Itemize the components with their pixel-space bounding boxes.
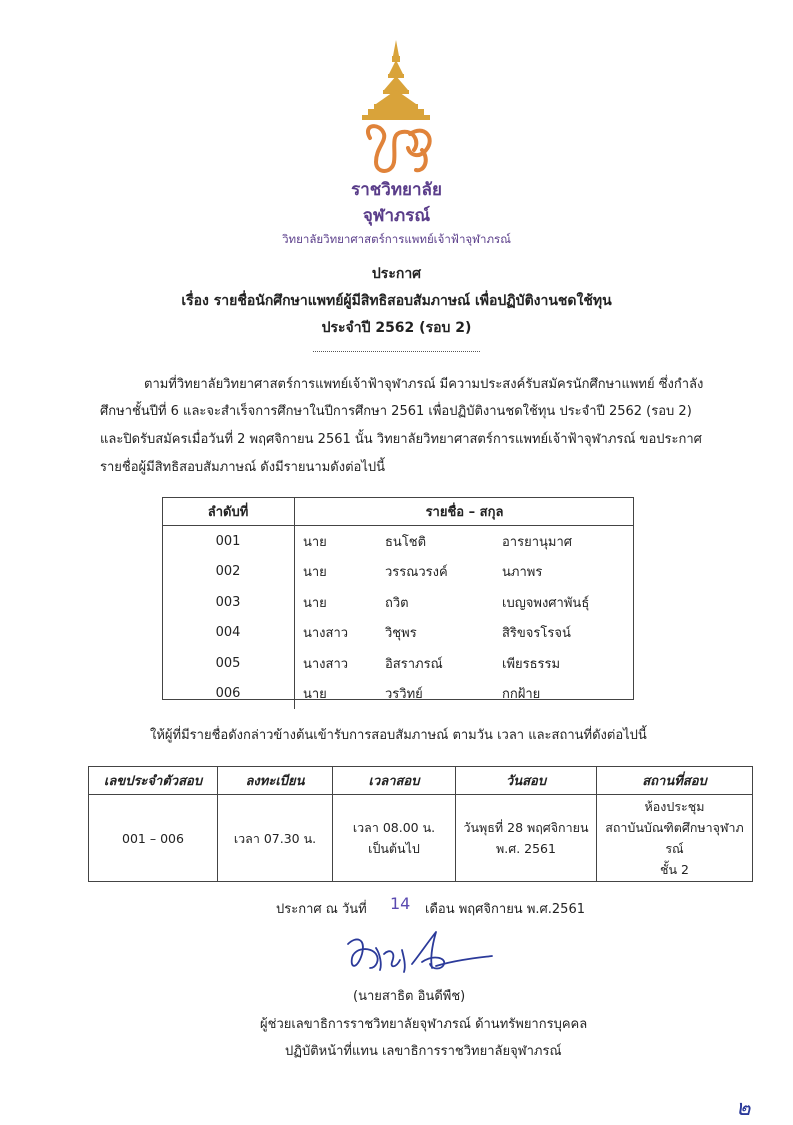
signatory-position-line1: ผู้ช่วยเลขาธิการราชวิทยาลัยจุฬาภรณ์ ด้านทรัพยากรบุคคล — [260, 1017, 588, 1032]
intro-line-3: และปิดรับสมัครเมื่อวันที่ 2 พฤศจิกายน 2561 นั้น วิทยาลัยวิทยาศาสตร์การแพทย์เจ้าฟ้าจุฬาภรณ์ ขอประกาศ — [100, 432, 702, 447]
intro-line-4: รายชื่อผู้มีสิทธิสอบสัมภาษณ์ ดังมีรายนามดังต่อไปนี้ — [100, 460, 386, 475]
signatory-position-line2: ปฏิบัติหน้าที่แทน เลขาธิการราชวิทยาลัยจุฬาภรณ์ — [285, 1044, 562, 1059]
candidate-number: 001 — [162, 526, 295, 557]
candidate-title: นางสาว — [303, 656, 349, 672]
schedule-date — [456, 795, 597, 882]
candidate-number: 004 — [162, 618, 295, 649]
institution-subname: วิทยาลัยวิทยาศาสตร์การแพทย์เจ้าฟ้าจุฬาภรณ์ — [282, 232, 511, 246]
institution-name-line1: ราชวิทยาลัย — [351, 180, 442, 200]
dotted-divider — [313, 351, 480, 352]
candidate-last-name: กกฝ้าย — [502, 687, 541, 703]
schedule-time-line1: เวลา 08.00 น. — [352, 820, 436, 835]
candidate-last-name: อารยานุมาศ — [502, 534, 573, 550]
candidate-last-name: เบญจพงศาพันธุ์ — [502, 595, 590, 611]
schedule-place — [597, 795, 753, 882]
table-row — [162, 526, 634, 557]
table-row — [162, 557, 634, 588]
announcement-year: ประจำปี 2562 (รอบ 2) — [321, 320, 472, 336]
intro-line-2: ศึกษาชั้นปีที่ 6 และจะสำเร็จการศึกษาในปีการศึกษา 2561 เพื่อปฏิบัติงานชดใช้ทุน ประจำปี 2562 (รอบ 2) — [100, 404, 692, 419]
candidate-first-name: วรวิทย์ — [385, 687, 423, 703]
handwritten-signature — [336, 924, 496, 982]
issued-suffix: เดือน พฤศจิกายน พ.ศ.2561 — [425, 902, 585, 917]
schedule-date-line2: พ.ศ. 2561 — [496, 841, 556, 856]
institution-name-line2: จุฬาภรณ์ — [362, 206, 431, 226]
table-row — [162, 679, 634, 710]
announcement-heading: ประกาศ — [371, 266, 422, 282]
institution-crest-logo — [340, 38, 452, 178]
schedule-date-line1: วันพุธที่ 28 พฤศจิกายน — [463, 820, 589, 835]
candidate-title: นาย — [303, 534, 327, 550]
col-header-exam-time: เวลาสอบ — [333, 767, 456, 795]
candidate-title: นาย — [303, 565, 327, 581]
schedule-register: เวลา 07.30 น. — [218, 795, 333, 882]
candidate-last-name: เพียรธรรม — [502, 656, 561, 672]
schedule-time-line2: เป็นต้นไป — [368, 841, 420, 856]
col-header-exam-id: เลขประจำตัวสอบ — [89, 767, 218, 795]
candidate-number: 002 — [162, 557, 295, 588]
candidate-first-name: วิชุพร — [385, 626, 417, 642]
candidate-title: นาย — [303, 595, 327, 611]
issued-day: 14 — [390, 894, 411, 913]
issued-prefix: ประกาศ ณ วันที่ — [276, 902, 367, 917]
candidate-title: นางสาว — [303, 626, 349, 642]
col-header-register: ลงทะเบียน — [218, 767, 333, 795]
schedule-time — [333, 795, 456, 882]
schedule-table — [88, 766, 753, 882]
announcement-subject: เรื่อง รายชื่อนักศึกษาแพทย์ผู้มีสิทธิสอบสัมภาษณ์ เพื่อปฏิบัติงานชดใช้ทุน — [181, 293, 612, 309]
schedule-header-row — [89, 767, 753, 795]
table-row — [89, 795, 753, 882]
table-row — [162, 587, 634, 618]
signatory-name: (นายสาธิต อินดีพืช) — [353, 989, 466, 1004]
schedule-place-line2: สถาบันบัณฑิตศึกษาจุฬาภรณ์ — [605, 820, 744, 856]
page-number-mark: ๒ — [736, 1096, 751, 1121]
candidates-header-row — [162, 497, 634, 526]
col-header-exam-date: วันสอบ — [456, 767, 597, 795]
schedule-intro: ให้ผู้ที่มีรายชื่อดังกล่าวข้างต้นเข้ารับการสอบสัมภาษณ์ ตามวัน เวลา และสถานที่ดังต่อไปนี้ — [150, 728, 647, 743]
schedule-place-line1: ห้องประชุม — [644, 799, 705, 814]
candidate-first-name: อิสราภรณ์ — [385, 656, 443, 672]
intro-line-1: ตามที่วิทยาลัยวิทยาศาสตร์การแพทย์เจ้าฟ้าจุฬาภรณ์ มีความประสงค์รับสมัครนักศึกษาแพทย์ ซึ่งกำลัง — [144, 377, 704, 392]
table-row — [162, 618, 634, 649]
candidate-number: 003 — [162, 587, 295, 618]
col-header-exam-place: สถานที่สอบ — [597, 767, 753, 795]
candidate-last-name: สิริขจรโรจน์ — [502, 626, 571, 642]
candidate-title: นาย — [303, 687, 327, 703]
table-row — [162, 648, 634, 679]
candidates-table — [162, 497, 634, 709]
candidate-first-name: วรรณวรงค์ — [385, 565, 448, 581]
candidate-last-name: นภาพร — [502, 565, 543, 581]
schedule-place-line3: ชั้น 2 — [660, 862, 689, 877]
candidate-first-name: ธนโชติ — [385, 534, 427, 550]
schedule-ids: 001 – 006 — [89, 795, 218, 882]
col-header-number: ลำดับที่ — [162, 497, 295, 526]
candidate-number: 005 — [162, 648, 295, 679]
col-header-name: รายชื่อ – สกุล — [295, 497, 635, 526]
candidate-first-name: ถวิต — [385, 595, 409, 611]
candidate-number: 006 — [162, 679, 295, 710]
